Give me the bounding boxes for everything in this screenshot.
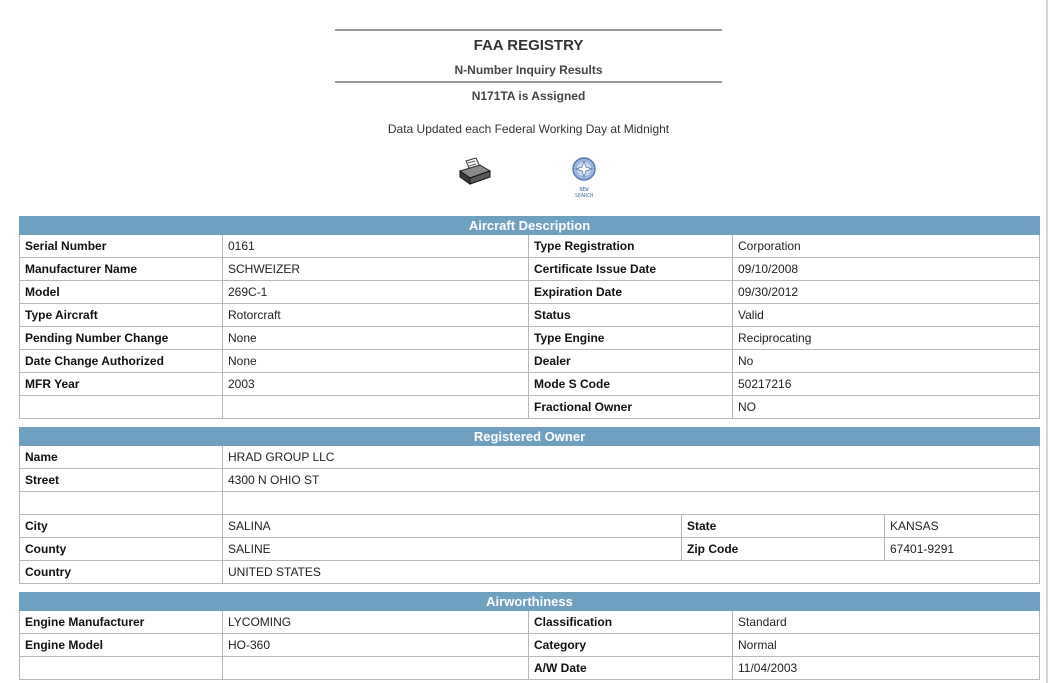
- registered-owner-table: [19, 427, 1040, 584]
- table-row: [20, 561, 1040, 584]
- new-search-caption-2: SEARCH: [574, 193, 594, 199]
- value-empty-aw: [223, 657, 529, 680]
- label-county: County: [20, 538, 223, 561]
- airworthiness-table: [19, 592, 1040, 680]
- header-rule-top: [335, 29, 722, 31]
- table-row: [20, 304, 1040, 327]
- value-engine-model: HO-360: [223, 634, 529, 657]
- table-row: [20, 611, 1040, 634]
- label-engine-model: Engine Model: [20, 634, 223, 657]
- value-name: HRAD GROUP LLC: [223, 446, 1040, 469]
- value-status: Valid: [733, 304, 1040, 327]
- value-street-2: [223, 492, 1040, 515]
- aircraft-description-table: [19, 216, 1040, 419]
- label-type-engine: Type Engine: [529, 327, 733, 350]
- label-street: Street: [20, 469, 223, 492]
- table-row: [20, 492, 1040, 515]
- table-row: [20, 634, 1040, 657]
- label-engine-manufacturer: Engine Manufacturer: [20, 611, 223, 634]
- new-search-caption-1: NEW: [579, 187, 589, 193]
- value-state: KANSAS: [885, 515, 1040, 538]
- label-city: City: [20, 515, 223, 538]
- new-search-button[interactable]: [568, 156, 600, 199]
- label-name: Name: [20, 446, 223, 469]
- label-classification: Classification: [529, 611, 733, 634]
- print-button[interactable]: [458, 157, 492, 187]
- table-row: [20, 469, 1040, 492]
- table-row: [20, 446, 1040, 469]
- table-row: [20, 281, 1040, 304]
- value-mfr-year: 2003: [223, 373, 529, 396]
- value-date-change-authorized: None: [223, 350, 529, 373]
- label-mfr-year: MFR Year: [20, 373, 223, 396]
- printer-icon: [458, 157, 492, 187]
- label-date-change-authorized: Date Change Authorized: [20, 350, 223, 373]
- label-fractional-owner: Fractional Owner: [529, 396, 733, 419]
- scrollbar-track[interactable]: [1046, 0, 1048, 683]
- value-model: 269C-1: [223, 281, 529, 304]
- value-classification: Standard: [733, 611, 1040, 634]
- page-title: FAA REGISTRY: [473, 37, 584, 54]
- new-search-icon: [571, 156, 597, 182]
- value-type-aircraft: Rotorcraft: [223, 304, 529, 327]
- label-serial-number: Serial Number: [20, 235, 223, 258]
- section-heading-airworthiness: Airworthiness: [20, 593, 1040, 611]
- label-pending-number-change: Pending Number Change: [20, 327, 223, 350]
- value-empty: [223, 396, 529, 419]
- value-engine-manufacturer: LYCOMING: [223, 611, 529, 634]
- label-empty-aw: [20, 657, 223, 680]
- update-notice: Data Updated each Federal Working Day at Midnight: [387, 122, 670, 136]
- value-type-registration: Corporation: [733, 235, 1040, 258]
- label-category: Category: [529, 634, 733, 657]
- label-aw-date: A/W Date: [529, 657, 733, 680]
- value-dealer: No: [733, 350, 1040, 373]
- value-country: UNITED STATES: [223, 561, 1040, 584]
- table-row: [20, 657, 1040, 680]
- label-expiration-date: Expiration Date: [529, 281, 733, 304]
- table-row: [20, 373, 1040, 396]
- table-row: [20, 538, 1040, 561]
- label-status: Status: [529, 304, 733, 327]
- label-state: State: [682, 515, 885, 538]
- section-heading-owner: Registered Owner: [20, 428, 1040, 446]
- value-street: 4300 N OHIO ST: [223, 469, 1040, 492]
- label-type-aircraft: Type Aircraft: [20, 304, 223, 327]
- table-row: [20, 515, 1040, 538]
- header-rule-bottom: [335, 81, 722, 83]
- label-empty: [20, 396, 223, 419]
- label-mode-s-code: Mode S Code: [529, 373, 733, 396]
- value-fractional-owner: NO: [733, 396, 1040, 419]
- value-category: Normal: [733, 634, 1040, 657]
- value-county: SALINE: [223, 538, 682, 561]
- value-certificate-issue-date: 09/10/2008: [733, 258, 1040, 281]
- label-manufacturer-name: Manufacturer Name: [20, 258, 223, 281]
- value-expiration-date: 09/30/2012: [733, 281, 1040, 304]
- value-pending-number-change: None: [223, 327, 529, 350]
- table-row: [20, 258, 1040, 281]
- value-mode-s-code: 50217216: [733, 373, 1040, 396]
- table-row: [20, 235, 1040, 258]
- assignment-status: N171TA is Assigned: [471, 89, 586, 103]
- value-manufacturer-name: SCHWEIZER: [223, 258, 529, 281]
- label-certificate-issue-date: Certificate Issue Date: [529, 258, 733, 281]
- label-country: Country: [20, 561, 223, 584]
- table-row: [20, 327, 1040, 350]
- label-dealer: Dealer: [529, 350, 733, 373]
- value-zip-code: 67401-9291: [885, 538, 1040, 561]
- label-type-registration: Type Registration: [529, 235, 733, 258]
- value-serial-number: 0161: [223, 235, 529, 258]
- section-heading-aircraft: Aircraft Description: [20, 217, 1040, 235]
- value-type-engine: Reciprocating: [733, 327, 1040, 350]
- value-city: SALINA: [223, 515, 682, 538]
- table-row: [20, 396, 1040, 419]
- label-zip-code: Zip Code: [682, 538, 885, 561]
- table-row: [20, 350, 1040, 373]
- label-street-2: [20, 492, 223, 515]
- page-subtitle: N-Number Inquiry Results: [454, 63, 603, 77]
- value-aw-date: 11/04/2003: [733, 657, 1040, 680]
- label-model: Model: [20, 281, 223, 304]
